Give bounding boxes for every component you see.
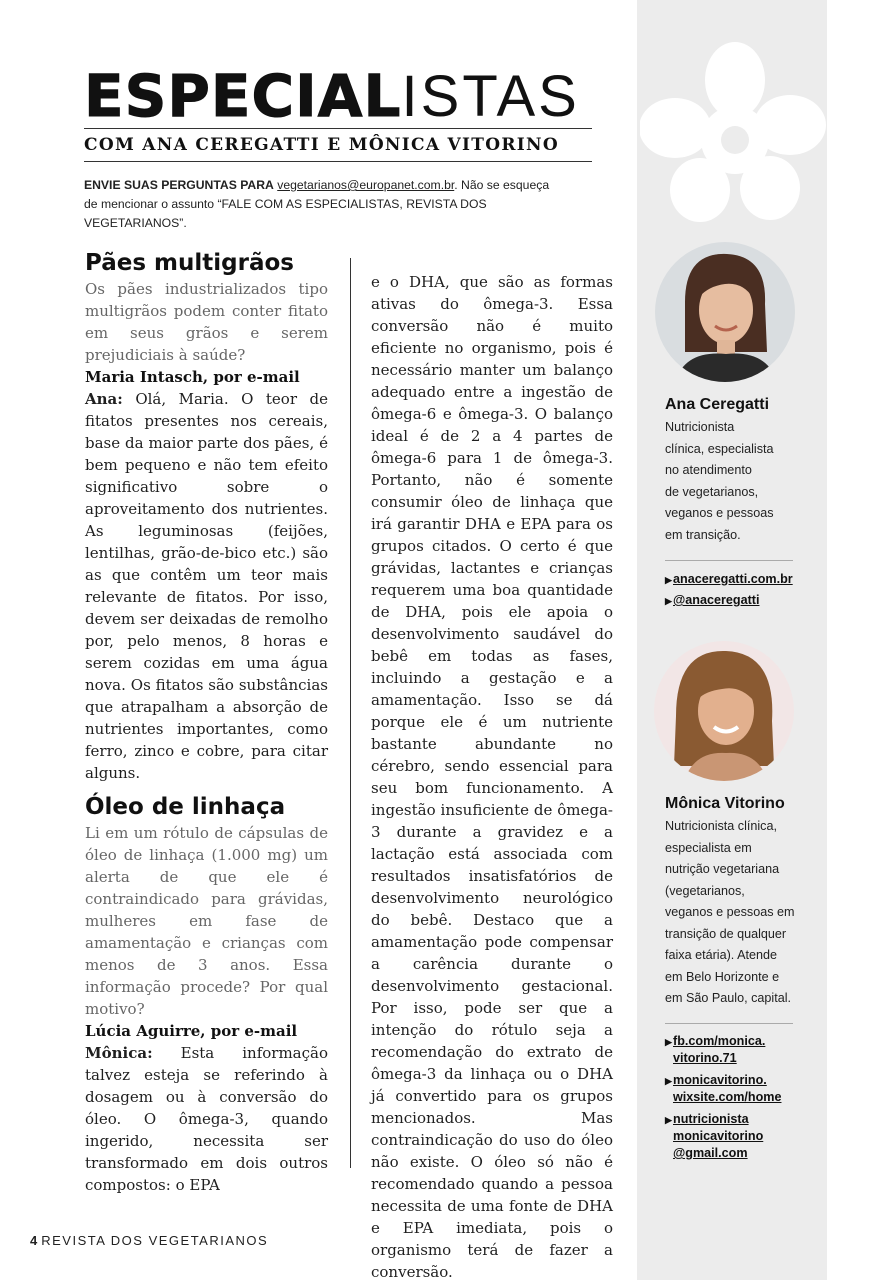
- expert2-desc-line: (vegetarianos,: [665, 883, 745, 898]
- expert1-link-social[interactable]: [665, 592, 805, 610]
- expert2-link-website[interactable]: [665, 1072, 805, 1106]
- triangle-right-icon: ▶: [665, 596, 672, 606]
- article2-answer-part1: [85, 1042, 328, 1196]
- triangle-right-icon: ▶: [665, 575, 672, 585]
- monica-vitorino-avatar: [654, 641, 794, 781]
- expert2-desc-line: em São Paulo, capital.: [665, 991, 792, 1005]
- expert2-link-email[interactable]: [665, 1111, 805, 1162]
- expert2-description: [665, 816, 800, 1010]
- link-line[interactable]: vitorino.71: [673, 1051, 737, 1065]
- column-divider: [350, 258, 351, 1168]
- article-column-1: [85, 248, 328, 1196]
- article1-answer: [85, 388, 328, 784]
- article2-answer-part2: e o DHA, que são as formas ativas do ômega-3. Essa conversão não é muito eficiente no organismo, pois é necessário manter um balanço adequado entre a ingestão de ômega-6 e ômega-3. O balanço ideal é de 2 a 4 partes de ômega-6 para 1 de ômega-3. Portanto, não é somente consumir óleo de linhaça que irá garantir DHA e EPA para os grupos citados. O certo é que grávidas, lactantes e crianças requerem uma boa quantidade de DHA, pois ele apoia o desenvolvimento saudável do bebê em todas as fases, incluindo a gestação e a amamentação. Isso se dá porque ele é um nutriente bastante abundante no cérebro, sendo essencial para seu bom funcionamento. A ingestão insuficiente de ômega-3 durante a gravidez e a lactação está associada com resultados insatisfatórios de desenvolvimento neurológico do bebê. Destaco que a amamentação pode compensar a carência durante o desenvolvimento gestacional. Por isso, pode ser que a intenção do rótulo seja a recomendação do extrato de ômega-3 da linhaça ou o DHA já convertido para os grupos mencionados. Mas contraindicação do uso do óleo não existe. O óleo só não é recomendado quando a pessoa necessita de uma fonte de DHA e EPA imediata, pois o organismo terá de fazer a conversão.: [371, 273, 613, 1280]
- expert2-link-facebook-text[interactable]: [673, 1033, 765, 1067]
- expert2-desc-line: Nutricionista clínica,: [665, 819, 777, 833]
- subtitle-bar: [84, 128, 592, 162]
- expert1-divider: [665, 560, 793, 561]
- article1-answer-label: Ana:: [85, 390, 123, 408]
- page-title: [84, 62, 604, 130]
- article1-answer-text: Olá, Maria. O teor de fitatos presentes nos cereais, base da maior parte dos pães, é bem pequeno e não tem efeito significativo sobre o aproveitamento dos nutrientes. As leguminosas (feijões, lentilhas, grão-de-bico etc.) são as que contêm um teor mais relevante de fitatos. Por isso, devem ser deixadas de remolho por, pelo menos, 8 horas e serem cozidas em uma água nova. Os fitatos são substâncias que atrapalham a absorção de nutrientes importantes, como ferro, zinco e cobre, para citar alguns.: [85, 390, 328, 782]
- link-line[interactable]: wixsite.com/home: [673, 1090, 782, 1104]
- article2-answer-text1: Esta informação talvez esteja se referindo à dosagem ou à conversão do óleo. O ômega-3, quando ingerido, necessita ser transformado em dois outros compostos: o EPA: [85, 1044, 328, 1194]
- link-line[interactable]: fb.com/monica.: [673, 1034, 766, 1048]
- page-number: 4: [30, 1233, 38, 1248]
- page-footer: [30, 1233, 268, 1248]
- expert1-link-social-text[interactable]: @anaceregatti: [673, 593, 760, 607]
- expert2-name: Mônica Vitorino: [665, 795, 785, 812]
- expert1-link-website[interactable]: [665, 571, 805, 589]
- expert2-desc-line: especialista em: [665, 840, 752, 855]
- expert2-link-facebook[interactable]: [665, 1033, 805, 1067]
- expert1-desc-line: veganos e pessoas: [665, 506, 774, 520]
- link-line[interactable]: monicavitorino.: [673, 1073, 767, 1087]
- expert1-desc-line: de vegetarianos,: [665, 484, 759, 499]
- title-light-part: ISTAS: [401, 64, 580, 129]
- contact-note: [84, 176, 554, 233]
- article2-title: Óleo de linhaça: [85, 794, 286, 820]
- expert2-link-email-text[interactable]: [673, 1111, 763, 1162]
- title-bold-part: ESPECIAL: [84, 62, 402, 130]
- expert2-desc-line: faixa etária). Atende: [665, 948, 778, 962]
- expert2-desc-line: veganos e pessoas em: [665, 905, 795, 919]
- page-subtitle: COM ANA CEREGATTI E MÔNICA VITORINO: [84, 135, 559, 155]
- expert2-desc-line: transição de qualquer: [665, 926, 787, 941]
- contact-rest: . Não se esqueça de mencionar o assunto “FALE COM AS ESPECIALISTAS, REVISTA DOS VEGETARIANOS”.: [84, 178, 550, 230]
- article1-title: Pães multigrãos: [85, 250, 294, 276]
- expert2-desc-line: nutrição vegetariana: [665, 862, 780, 876]
- expert1-desc-line: clínica, especialista: [665, 441, 774, 456]
- expert1-desc-line: no atendimento: [665, 463, 752, 477]
- flower-decoration-icon: [640, 40, 830, 230]
- triangle-right-icon: ▶: [665, 1115, 672, 1125]
- article2-question: Li em um rótulo de cápsulas de óleo de linhaça (1.000 mg) um alerta de que ele é contraindicado para grávidas, mulheres em fase de amamentação e crianças com menos de 3 anos. Essa informação procede? Por qual motivo?: [85, 824, 328, 1018]
- ana-ceregatti-avatar: [655, 242, 795, 382]
- article2-answer-label: Mônica:: [85, 1044, 153, 1062]
- expert2-link-website-text[interactable]: [673, 1072, 781, 1106]
- expert1-name: Ana Ceregatti: [665, 396, 770, 413]
- article1-question: Os pães industrializados tipo multigrãos podem conter fitato em seus grãos e serem prejudiciais à saúde?: [85, 280, 328, 364]
- link-line[interactable]: monicavitorino: [673, 1129, 764, 1143]
- triangle-right-icon: ▶: [665, 1076, 672, 1086]
- article1-author: Maria Intasch, por e-mail: [85, 368, 300, 386]
- contact-label: ENVIE SUAS PERGUNTAS PARA: [84, 178, 274, 192]
- expert1-desc-line: Nutricionista: [665, 420, 735, 434]
- triangle-right-icon: ▶: [665, 1037, 672, 1047]
- article-column-2: [371, 271, 613, 1280]
- contact-email-link[interactable]: vegetarianos@europanet.com.br: [277, 178, 455, 192]
- article2-author: Lúcia Aguirre, por e-mail: [85, 1022, 298, 1040]
- magazine-name: REVISTA DOS VEGETARIANOS: [41, 1233, 269, 1248]
- expert1-desc-line: em transição.: [665, 527, 741, 542]
- link-line[interactable]: nutricionista: [673, 1112, 749, 1126]
- expert2-desc-line: em Belo Horizonte e: [665, 969, 780, 984]
- link-line[interactable]: @gmail.com: [673, 1146, 748, 1160]
- expert1-link-website-text[interactable]: anaceregatti.com.br: [673, 572, 793, 586]
- expert1-description: [665, 417, 800, 546]
- expert2-divider: [665, 1023, 793, 1024]
